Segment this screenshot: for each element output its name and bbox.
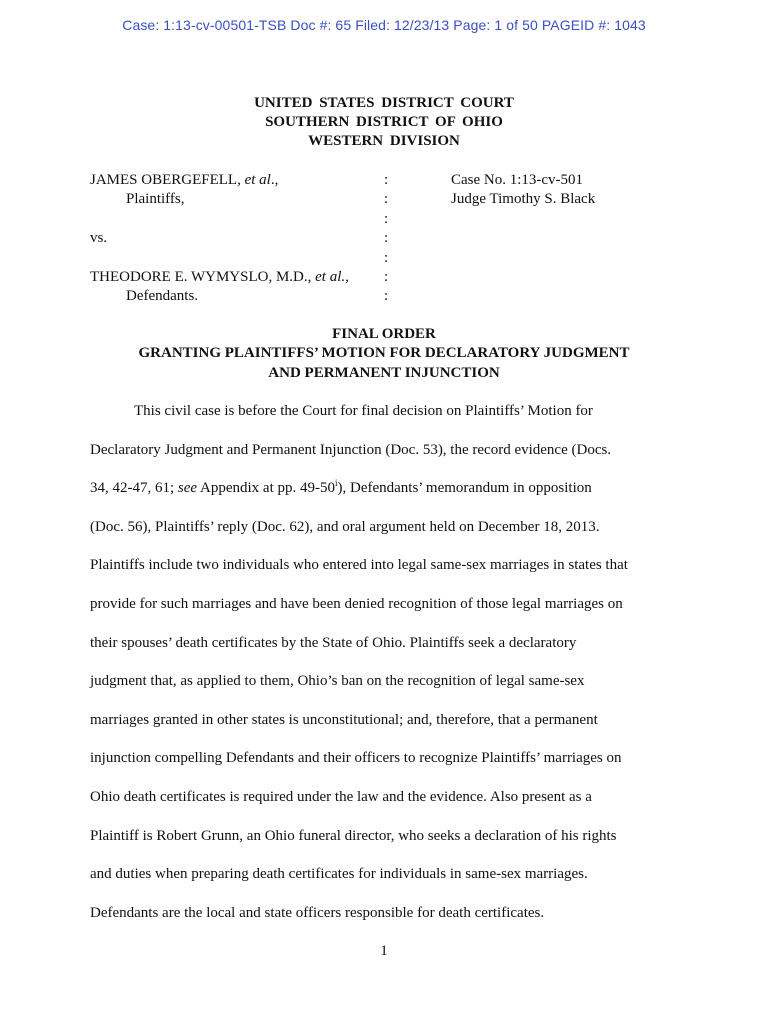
body-line: Plaintiffs include two individuals who entered into legal same-sex marriages in states that bbox=[90, 557, 628, 574]
order-title-line: AND PERMANENT INJUNCTION bbox=[268, 364, 500, 381]
case-number: Case No. 1:13-cv-501 bbox=[451, 172, 584, 188]
order-title bbox=[0, 325, 768, 383]
caption-row bbox=[90, 210, 690, 229]
plaintiffs-label: Plaintiffs, bbox=[126, 191, 185, 208]
caption-row bbox=[90, 190, 690, 209]
caption-row bbox=[90, 229, 690, 248]
page-number: 1 bbox=[380, 943, 388, 959]
body-line: marriages granted in other states is unconstitutional; and, therefore, that a permanent bbox=[90, 711, 598, 728]
caption-colon: : bbox=[384, 230, 389, 247]
body-line: (Doc. 56), Plaintiffs’ reply (Doc. 62), and oral argument held on December 18, 2013. bbox=[90, 518, 600, 535]
order-title-line: GRANTING PLAINTIFFS’ MOTION FOR DECLARATORY JUDGMENT bbox=[138, 345, 630, 362]
body-line: their spouses’ death certificates by the State of Ohio. Plaintiffs seek a declaratory bbox=[90, 634, 577, 651]
body-line: Plaintiff is Robert Grunn, an Ohio funeral director, who seeks a declaration of his rights bbox=[90, 827, 617, 844]
case-caption bbox=[90, 171, 690, 307]
case-header-stamp: Case: 1:13-cv-00501-TSB Doc #: 65 Filed: 12/23/13 Page: 1 of 50 PAGEID #: 1043 bbox=[122, 17, 646, 33]
district-line: SOUTHERN DISTRICT OF OHIO bbox=[265, 114, 503, 130]
body-line: Ohio death certificates is required under the law and the evidence. Also present as a bbox=[90, 788, 592, 805]
caption-colon: : bbox=[384, 288, 389, 305]
caption-row bbox=[90, 287, 690, 306]
caption-colon: : bbox=[384, 210, 389, 227]
body-line: This civil case is before the Court for final decision on Plaintiffs’ Motion for bbox=[134, 403, 593, 419]
body-line: provide for such marriages and have been denied recognition of those legal marriages on bbox=[90, 595, 623, 612]
body-line: injunction compelling Defendants and their officers to recognize Plaintiffs’ marriages on bbox=[90, 750, 622, 767]
body-line: judgment that, as applied to them, Ohio’s ban on the recognition of legal same-sex bbox=[90, 673, 585, 690]
caption-colon: : bbox=[384, 268, 389, 285]
versus-label: vs. bbox=[90, 230, 108, 247]
order-body bbox=[90, 402, 680, 942]
body-line: Declaratory Judgment and Permanent Injunction (Doc. 53), the record evidence (Docs. bbox=[90, 441, 612, 458]
endnote-marker[interactable]: i bbox=[334, 478, 338, 489]
court-name-line: UNITED STATES DISTRICT COURT bbox=[254, 95, 514, 111]
body-line: 34, 42-47, 61; see Appendix at pp. 49-50$^i$), Defendants’ memorandum in opposition bbox=[90, 478, 592, 497]
caption-row bbox=[90, 171, 690, 190]
court-heading bbox=[0, 94, 768, 151]
body-line: and duties when preparing death certificates for individuals in same-sex marriages. bbox=[90, 866, 588, 883]
order-title-line: FINAL ORDER bbox=[332, 326, 436, 342]
defendants-label: Defendants. bbox=[126, 288, 199, 305]
defendant-name: THEODORE E. WYMYSLO, M.D., et al., bbox=[90, 268, 349, 285]
caption-row bbox=[90, 268, 690, 287]
plaintiff-name: JAMES OBERGEFELL, et al., bbox=[90, 172, 279, 188]
body-line: Defendants are the local and state officers responsible for death certificates. bbox=[90, 904, 545, 921]
caption-colon: : bbox=[384, 172, 389, 188]
division-line: WESTERN DIVISION bbox=[308, 133, 460, 149]
caption-row bbox=[90, 249, 690, 268]
judge-name: Judge Timothy S. Black bbox=[451, 191, 596, 208]
caption-colon: : bbox=[384, 191, 389, 208]
caption-colon: : bbox=[384, 249, 389, 266]
